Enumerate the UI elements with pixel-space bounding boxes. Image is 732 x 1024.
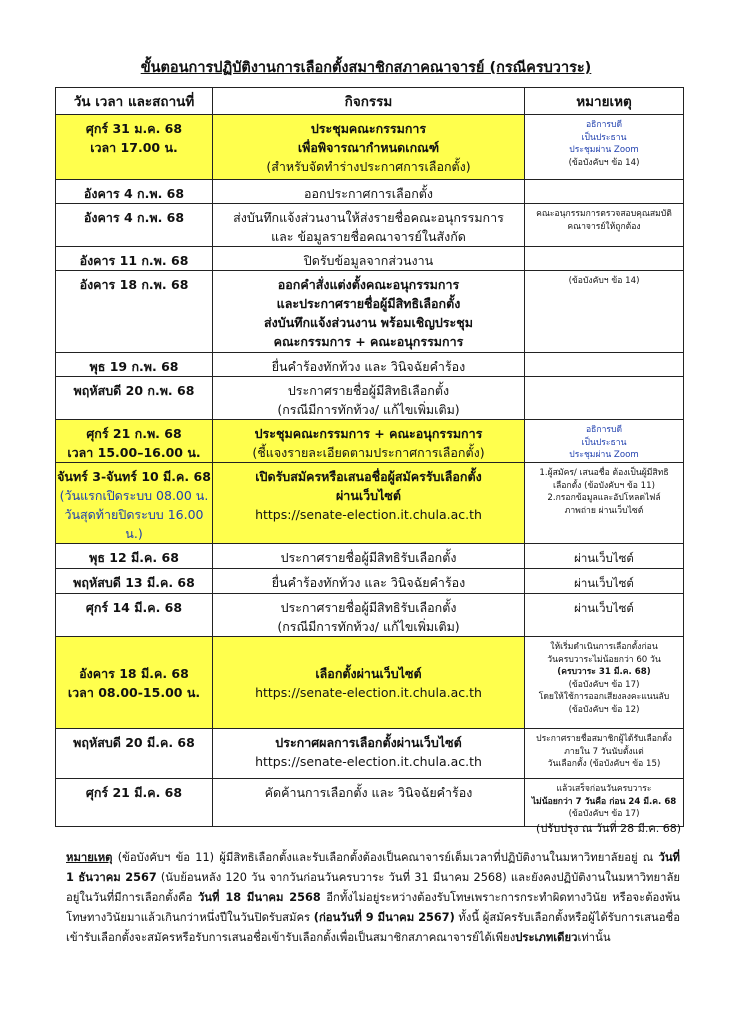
note-line: วันครบวาระไม่น้อยกว่า 60 วัน (547, 654, 661, 665)
table-row (56, 271, 684, 353)
date-cell (56, 204, 213, 247)
note-line: (ข้อบังคับฯ ข้อ 17) (568, 809, 640, 819)
note-line: คณะอนุกรรมการตรวจสอบคุณสมบัติ (536, 209, 672, 219)
footnote-bold: วันที่ 1 ธันวาคม 2567 (66, 851, 680, 884)
note-cell (525, 420, 684, 463)
revision-date: (ปรับปรุง ณ วันที่ 28 มี.ค. 68) (536, 822, 681, 835)
table-header-row (56, 88, 684, 115)
note-line: ผ่านเว็บไซต์ (574, 551, 634, 565)
activity-line: (กรณีมีการทักท้วง/ แก้ไขเพิ่มเติม) (277, 402, 460, 417)
activity-cell (213, 204, 525, 247)
note-cell (525, 180, 684, 204)
table-row (56, 353, 684, 377)
table-row (56, 637, 684, 729)
note-line: ภายใน 7 วันนับตั้งแต่ (564, 746, 644, 757)
note-line: ภาพถ่าย ผ่านเว็บไซต์ (564, 505, 644, 516)
note-line: (ข้อบังคับฯ ข้อ 14) (568, 157, 640, 168)
date-line: พฤหัสบดี 20 มี.ค. 68 (73, 735, 195, 750)
table-row (56, 377, 684, 420)
date-line: พุธ 12 มี.ค. 68 (89, 550, 179, 565)
footnote-bold: วันที่ 18 มีนาคม 2568 (197, 891, 321, 904)
time-line: เวลา 15.00–16.00 น. (67, 445, 201, 460)
date-line: พฤหัสบดี 13 มี.ค. 68 (73, 575, 195, 590)
activity-line: ประกาศรายชื่อผู้มีสิทธิรับเลือกตั้ง (280, 600, 457, 615)
note-cell (525, 247, 684, 271)
website-url: https://senate-election.it.chula.ac.th (255, 754, 482, 769)
footnote-text: (นับย้อนหลัง 120 วัน จากวันก่อนวันครบวาระ วันที่ 31 มีนาคม 2568) และยังคงปฏิบัติงานในมหาวิทยาลัยอยู่ในวันที่มีการเลือกตั้งคือ (66, 871, 680, 904)
page-title: ขั้นตอนการปฏิบัติงานการเลือกตั้งสมาชิกสภาคณาจารย์ (กรณีครบวาระ) (140, 60, 592, 76)
activity-cell (213, 271, 525, 353)
note-cell (525, 463, 684, 544)
activity-cell (213, 115, 525, 180)
date-cell (56, 729, 213, 779)
note-line: อธิการบดี (585, 425, 623, 435)
header-note: หมายเหตุ (525, 88, 684, 115)
time-line: เวลา 08.00-15.00 น. (67, 684, 201, 700)
note-line: 1.ผู้สมัคร/ เสนอชื่อ ต้องเป็นผู้มีสิทธิ (539, 468, 669, 478)
activity-line: ประกาศผลการเลือกตั้งผ่านเว็บไซต์ (275, 735, 462, 750)
note-line: อธิการบดี (585, 120, 623, 130)
note-line: ไม่น้อยกว่า 7 วันคือ ก่อน 24 มี.ค. 68 (531, 796, 677, 807)
table-row (56, 115, 684, 180)
note-line: ให้เริ่มดำเนินการเลือกตั้งก่อน (550, 642, 658, 652)
table-row (56, 180, 684, 204)
date-line: อังคาร 4 ก.พ. 68 (83, 210, 185, 225)
note-cell (525, 115, 684, 180)
note-line: วันเลือกตั้ง (ข้อบังคับฯ ข้อ 15) (547, 759, 661, 769)
date-cell (56, 115, 213, 180)
time-line: วันสุดท้ายปิดระบบ 16.00 น.) (64, 507, 204, 541)
note-cell (525, 271, 684, 353)
note-line: ประชุมผ่าน Zoom (569, 145, 639, 155)
activity-line: เพื่อพิจารณากำหนดเกณฑ์ (297, 140, 440, 155)
website-url: https://senate-election.it.chula.ac.th (255, 507, 482, 522)
header-date: วัน เวลา และสถานที่ (56, 88, 213, 115)
date-cell (56, 377, 213, 420)
footnote-label: หมายเหตุ (66, 851, 113, 864)
note-line: (ข้อบังคับฯ ข้อ 17) (568, 679, 640, 690)
activity-line: ส่งบันทึกแจ้งส่วนงาน พร้อมเชิญประชุม (264, 315, 473, 330)
date-line: จันทร์ 3-จันทร์ 10 มี.ค. 68 (57, 469, 211, 484)
date-cell (56, 463, 213, 544)
note-line: (ครบวาระ 31 มี.ค. 68) (557, 667, 651, 677)
note-line: เลือกตั้ง (ข้อบังคับฯ ข้อ 11) (553, 480, 655, 491)
activity-line: ออกคำสั่งแต่งตั้งคณะอนุกรรมการ (277, 277, 460, 292)
date-cell (56, 353, 213, 377)
activity-line: (สำหรับจัดทำร่างประกาศการเลือกตั้ง) (266, 159, 471, 174)
activity-line: ผ่านเว็บไซต์ (335, 488, 401, 503)
date-line: อังคาร 18 มี.ค. 68 (79, 665, 189, 681)
date-line: พฤหัสบดี 20 ก.พ. 68 (73, 383, 195, 398)
note-cell (525, 594, 684, 637)
activity-cell (213, 420, 525, 463)
activity-line: คณะกรรมการ + คณะอนุกรรมการ (273, 334, 464, 349)
note-line: ผ่านเว็บไซต์ (574, 601, 634, 615)
note-cell (525, 637, 684, 729)
table-row (56, 544, 684, 569)
note-line: ผ่านเว็บไซต์ (574, 576, 634, 590)
date-cell (56, 420, 213, 463)
note-line: ประกาศรายชื่อสมาชิกผู้ได้รับเลือกตั้ง (536, 734, 672, 744)
note-line: 2.กรอกข้อมูลและอัปโหลดไฟล์ (547, 493, 661, 503)
note-line: แล้วเสร็จก่อนวันครบวาระ (556, 784, 652, 794)
activity-cell (213, 729, 525, 779)
date-cell (56, 271, 213, 353)
activity-cell (213, 594, 525, 637)
table-row (56, 594, 684, 637)
date-cell (56, 247, 213, 271)
table-row (56, 247, 684, 271)
footnote-text: อีกทั้งไม่อยู่ระหว่างต้องรับโทษเพราะการกระทำผิดทางวินัย หรือจะต้องพ้นโทษทางวินัยมาแล้วเกินกว่าหนึ่งปีในวันปิดรับสมัคร (66, 891, 680, 924)
note-line: เป็นประธาน (581, 132, 627, 143)
activity-line: ยื่นคำร้องทักท้วง และ วินิจฉัยคำร้อง (271, 359, 466, 374)
date-cell (56, 637, 213, 729)
activity-cell (213, 353, 525, 377)
note-line: ประชุมผ่าน Zoom (569, 450, 639, 460)
note-cell (525, 377, 684, 420)
footnote-bold: (ก่อนวันที่ 9 มีนาคม 2567) (313, 911, 455, 924)
activity-line: เปิดรับสมัครหรือเสนอชื่อผู้สมัครรับเลือกตั้ง (255, 469, 482, 484)
table-row (56, 729, 684, 779)
note-line: โดยให้ใช้การออกเสียงลงคะแนนลับ (538, 692, 670, 702)
note-cell (525, 544, 684, 569)
date-line: ศุกร์ 21 ก.พ. 68 (86, 426, 182, 441)
note-line: (ข้อบังคับฯ ข้อ 14) (568, 276, 640, 286)
activity-line: ประกาศรายชื่อผู้มีสิทธิเลือกตั้ง (287, 383, 450, 398)
footnote-text: ทั้งนี้ ผู้สมัครรับเลือกตั้งหรือผู้ได้รับการเสนอชื่อเข้ารับเลือกตั้งจะสมัครหรือรับการเสนอชื่อเข้ารับเลือกตั้งเพื่อเป็นสมาชิกสภาคณาจารย์ได้เพียง (66, 911, 680, 944)
activity-line: ออกประกาศการเลือกตั้ง (304, 186, 433, 201)
schedule-table (55, 87, 684, 827)
activity-line: และประกาศรายชื่อผู้มีสิทธิเลือกตั้ง (276, 296, 461, 311)
date-cell (56, 180, 213, 204)
website-url: https://senate-election.it.chula.ac.th (255, 684, 482, 700)
date-cell (56, 779, 213, 827)
note-cell (525, 569, 684, 594)
note-cell (525, 729, 684, 779)
activity-line: ยื่นคำร้องทักท้วง และ วินิจฉัยคำร้อง (271, 575, 466, 590)
activity-line: คัดค้านการเลือกตั้ง และ วินิจฉัยคำร้อง (264, 785, 473, 800)
activity-cell (213, 180, 525, 204)
date-cell (56, 544, 213, 569)
date-cell (56, 569, 213, 594)
header-activity: กิจกรรม (213, 88, 525, 115)
activity-line: ส่งบันทึกแจ้งส่วนงานให้ส่งรายชื่อคณะอนุกรรมการ (233, 210, 504, 225)
table-row (56, 420, 684, 463)
time-line: เวลา 17.00 น. (90, 140, 178, 155)
footnote-text: เท่านั้น (577, 931, 611, 944)
note-cell (525, 204, 684, 247)
note-cell (525, 353, 684, 377)
note-line: เป็นประธาน (581, 437, 627, 448)
date-cell (56, 594, 213, 637)
activity-line: และ ข้อมูลรายชื่อคณาจารย์ในสังกัด (271, 229, 466, 244)
time-line: (วันแรกเปิดระบบ 08.00 น. (59, 488, 209, 503)
activity-cell (213, 544, 525, 569)
activity-line: ปิดรับข้อมูลจากส่วนงาน (303, 253, 434, 268)
date-line: ศุกร์ 21 มี.ค. 68 (85, 785, 183, 800)
table-row (56, 569, 684, 594)
date-line: ศุกร์ 31 ม.ค. 68 (85, 121, 183, 136)
date-line: ศุกร์ 14 มี.ค. 68 (85, 600, 183, 615)
activity-line: ประชุมคณะกรรมการ + คณะอนุกรรมการ (254, 426, 483, 441)
activity-cell (213, 463, 525, 544)
table-row (56, 463, 684, 544)
activity-line: ประชุมคณะกรรมการ (310, 121, 427, 136)
activity-cell (213, 779, 525, 827)
footnote (66, 848, 680, 948)
activity-cell (213, 377, 525, 420)
date-line: อังคาร 11 ก.พ. 68 (79, 253, 189, 268)
table-row (56, 204, 684, 247)
date-line: อังคาร 18 ก.พ. 68 (79, 277, 189, 292)
date-line: พุธ 19 ก.พ. 68 (89, 359, 179, 374)
activity-line: ประกาศรายชื่อผู้มีสิทธิรับเลือกตั้ง (280, 550, 457, 565)
note-line: คณาจารย์ให้ถูกต้อง (567, 221, 641, 232)
footnote-text: (ข้อบังคับฯ ข้อ 11) ผู้มีสิทธิเลือกตั้งและรับเลือกตั้งต้องเป็นคณาจารย์เต็มเวลาที่ปฏิบัติงานในมหาวิทยาลัยอยู่ ณ (112, 851, 659, 864)
note-line: (ข้อบังคับฯ ข้อ 12) (568, 704, 640, 715)
activity-cell (213, 569, 525, 594)
activity-line: (กรณีมีการทักท้วง/ แก้ไขเพิ่มเติม) (277, 619, 460, 634)
date-line: อังคาร 4 ก.พ. 68 (83, 186, 185, 201)
activity-line: เลือกตั้งผ่านเว็บไซต์ (315, 665, 422, 681)
footnote-bold: ประเภทเดียว (515, 931, 578, 944)
activity-line: (ชี้แจงรายละเอียดตามประกาศการเลือกตั้ง) (252, 445, 485, 460)
activity-cell (213, 637, 525, 729)
activity-cell (213, 247, 525, 271)
